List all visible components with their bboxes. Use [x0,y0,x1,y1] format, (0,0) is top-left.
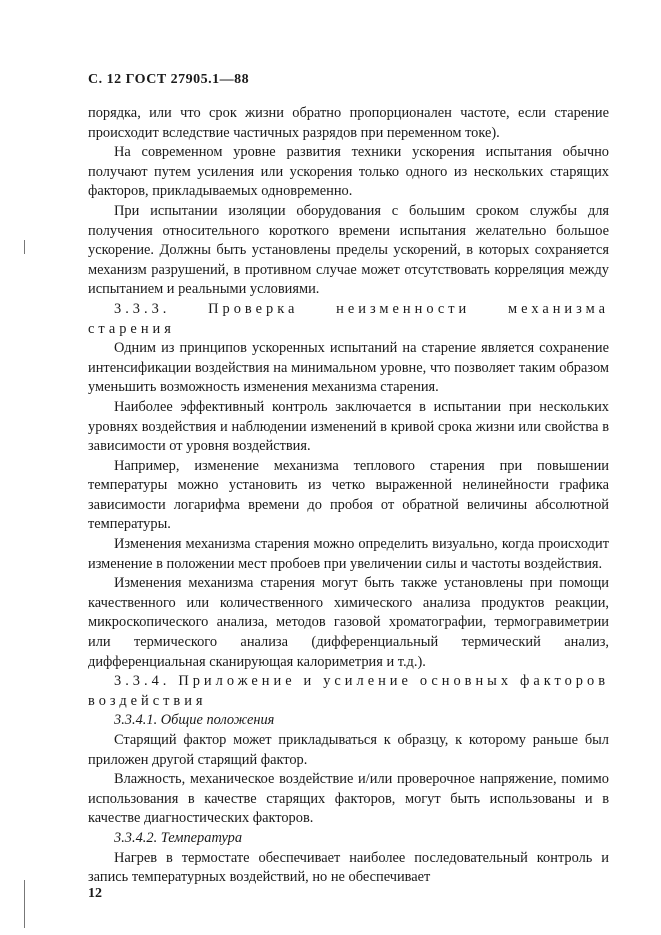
subsection-heading: 3.3.4.1. Общие положения [114,712,275,729]
scan-edge-mark [24,880,25,928]
document-body [88,104,609,888]
paragraph: Изменения механизма старения можно определить визуально, когда происходит изменение в положении мест пробоев при увеличении силы и частоты воздействия. [88,536,609,572]
scan-edge-mark [24,240,25,254]
paragraph: Влажность, механическое воздействие и/или проверочное напряжение, помимо использования в качестве старящих факторов, могут быть использованы и в качестве диагностических факторов. [88,771,609,827]
paragraph: Наиболее эффективный контроль заключается в испытании при нескольких уровнях воздействия и наблюдении изменений в кривой срока жизни или свойства в зависимости от уровня воздействия. [88,398,609,455]
subsection-heading: 3.3.4.2. Температура [114,829,243,846]
paragraph: Например, изменение механизма теплового старения при повышении температуры можно установить из четко выраженной нелинейности графика зависимости логарифма времени до пробоя от обратной величины абсолютной температуры. [88,457,609,533]
page-header: С. 12 ГОСТ 27905.1—88 [88,72,250,87]
section-heading: 3.3.4. Приложение и усиление основных факторов воздействия [88,673,609,709]
paragraph: Изменения механизма старения могут быть также установлены при помощи качественного или количественного химического анализа продуктов реакции, микроскопического анализа, методов газовой хроматографии, термогравиметрии или термического анализа (дифференциальный термический анализ, дифференциальная сканирующая калориметрия и т.д.). [88,575,609,670]
section-heading: 3.3.3. Проверка неизменности механизма старения [88,300,609,337]
paragraph: При испытании изоляции оборудования с большим сроком службы для получения относительного короткого времени испытания желательно большое ускорение. Должны быть установлены пределы ускорений, в которых сохраняется механизм разрушений, в противном случае может отсутствовать корреляция между испытанием и реальными условиями. [88,202,609,298]
paragraph: Одним из принципов ускоренных испытаний на старение является сохранение интенсификации воздействия на минимальном уровне, что позволяет таким образом уменьшить возможность изменения механизма старения. [88,340,609,396]
paragraph: Нагрев в термостате обеспечивает наиболее последовательный контроль и запись температурных воздействий, но не обеспечивает [88,849,609,886]
paragraph: порядка, или что срок жизни обратно пропорционален частоте, если старение происходит вследствие частичных разрядов при переменном токе). [88,105,609,141]
paragraph: На современном уровне развития техники ускорения испытания обычно получают путем усиления или ускорения только одного из нескольких старящих факторов, прикладываемых одновременно. [88,144,609,200]
paragraph: Старящий фактор может прикладываться к образцу, к которому раньше был приложен другой старящий фактор. [88,732,609,768]
page-number: 12 [88,886,102,901]
